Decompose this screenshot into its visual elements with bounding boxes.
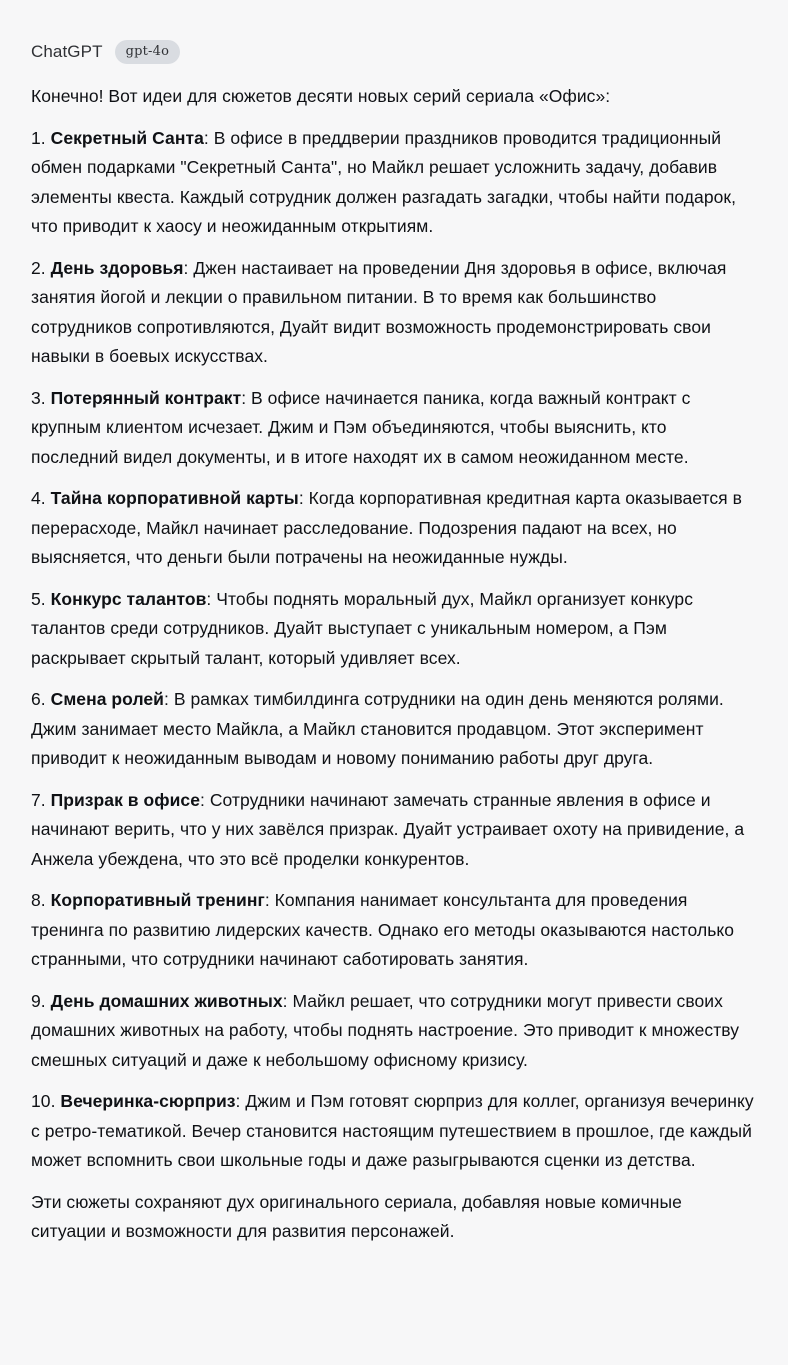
list-item xyxy=(31,484,757,573)
message-author-name: ChatGPT xyxy=(31,42,103,61)
message-body xyxy=(31,82,757,1247)
list-item-separator: : xyxy=(264,890,275,910)
list-item xyxy=(31,384,757,473)
list-item-body: Джим и Пэм готовят сюрприз для коллег, организуя вечеринку с ретро-тематикой. Вечер становится настоящим путешествием в прошлое, где каждый может вспомнить свои школьные годы и даже разыгрываются сценки из детства. xyxy=(31,1091,754,1170)
list-item xyxy=(31,124,757,242)
list-item-title: Секретный Санта xyxy=(50,127,204,148)
list-item-body: В рамках тимбилдинга сотрудники на один день меняются ролями. Джим занимает место Майкла, а Майкл становится продавцом. Этот эксперимент приводит к неожиданным выводам и новому пониманию работы друг друга. xyxy=(31,689,724,768)
list-item-number: 5. xyxy=(31,588,46,609)
list-item-title: Потерянный контракт xyxy=(50,387,242,408)
list-item-number: 3. xyxy=(31,387,46,408)
list-item-number: 1. xyxy=(31,127,46,148)
list-item-title: Конкурс талантов xyxy=(50,588,207,609)
list-item-title: Тайна корпоративной карты xyxy=(50,488,299,508)
list-item-number: 6. xyxy=(31,689,46,709)
list-item xyxy=(31,886,757,975)
list-item-title: День здоровья xyxy=(50,257,184,278)
list-item xyxy=(31,585,757,674)
list-item-body: В офисе начинается паника, когда важный контракт с крупным клиентом исчезает. Джим и Пэм объединяются, чтобы выяснить, кто последний видел документы, и в итоге находят их в самом неожиданном месте. xyxy=(31,387,691,467)
list-item-separator: : xyxy=(183,257,194,278)
list-item xyxy=(31,254,757,372)
list-item-separator: : xyxy=(241,387,252,408)
list-item-title: Смена ролей xyxy=(50,689,164,709)
list-item-number: 8. xyxy=(31,890,46,910)
list-item-separator: : xyxy=(235,1091,246,1111)
list-item-body: Сотрудники начинают замечать странные явления в офисе и начинают верить, что у них завёлся призрак. Дуайт устраивает охоту на привидение, а Анжела убеждена, что это всё проделки конкурентов. xyxy=(31,789,745,869)
list-item-number: 9. xyxy=(31,990,46,1011)
list-item-title: Призрак в офисе xyxy=(50,789,200,810)
list-item-title: Вечеринка-сюрприз xyxy=(60,1091,236,1111)
list-item-number: 4. xyxy=(31,488,46,508)
list-item-body: Чтобы поднять моральный дух, Майкл организует конкурс талантов среди сотрудников. Дуайт выступает с уникальным номером, а Пэм раскрывает скрытый талант, который удивляет всех. xyxy=(31,588,694,668)
list-item xyxy=(31,987,757,1076)
list-item xyxy=(31,685,757,774)
list-item-separator: : xyxy=(200,789,210,810)
list-item-body: Майкл решает, что сотрудники могут привести своих домашних животных на работу, чтобы поднять настроение. Это приводит к множеству смешных ситуаций и даже к небольшому офисному кризису. xyxy=(31,990,740,1070)
list-item-body: Когда корпоративная кредитная карта оказывается в перерасходе, Майкл начинает расследование. Подозрения падают на всех, но выясняется, что деньги были потрачены на неожиданные нужды. xyxy=(31,488,742,567)
list-item-number: 7. xyxy=(31,789,46,810)
closing-paragraph: Эти сюжеты сохраняют дух оригинального сериала, добавляя новые комичные ситуации и возможности для развития персонажей. xyxy=(31,1191,682,1241)
list-item-number: 2. xyxy=(31,257,46,278)
list-item-body: В офисе в преддверии праздников проводится традиционный обмен подарками "Секретный Санта", но Майкл решает усложнить задачу, добавив элементы квеста. Каждый сотрудник должен разгадать загадки, чтобы найти подарок, что приводит к хаосу и неожиданным открытиям. xyxy=(31,127,737,236)
model-badge[interactable]: gpt-4o xyxy=(115,40,181,64)
list-item-number: 10. xyxy=(31,1091,56,1111)
list-item xyxy=(31,1087,757,1176)
list-item-separator: : xyxy=(203,127,214,148)
list-item-separator: : xyxy=(163,689,174,709)
list-item-separator: : xyxy=(298,488,309,508)
list-item-separator: : xyxy=(206,588,217,609)
list-item-title: День домашних животных xyxy=(50,990,283,1011)
message-header xyxy=(31,38,757,66)
list-item-body: Компания нанимает консультанта для проведения тренинга по развитию лидерских качеств. Однако его методы оказываются настолько странными, что сотрудники начинают саботировать занятия. xyxy=(31,890,735,969)
intro-paragraph: Конечно! Вот идеи для сюжетов десяти новых серий сериала «Офис»: xyxy=(31,86,611,106)
list-item-body: Джен настаивает на проведении Дня здоровья в офисе, включая занятия йогой и лекции о правильном питании. В то время как большинство сотрудников сопротивляются, Дуайт видит возможность продемонстрировать свои навыки в боевых искусствах. xyxy=(31,257,727,366)
list-item-title: Корпоративный тренинг xyxy=(50,890,265,910)
list-item-separator: : xyxy=(282,990,293,1011)
list-item xyxy=(31,786,757,875)
